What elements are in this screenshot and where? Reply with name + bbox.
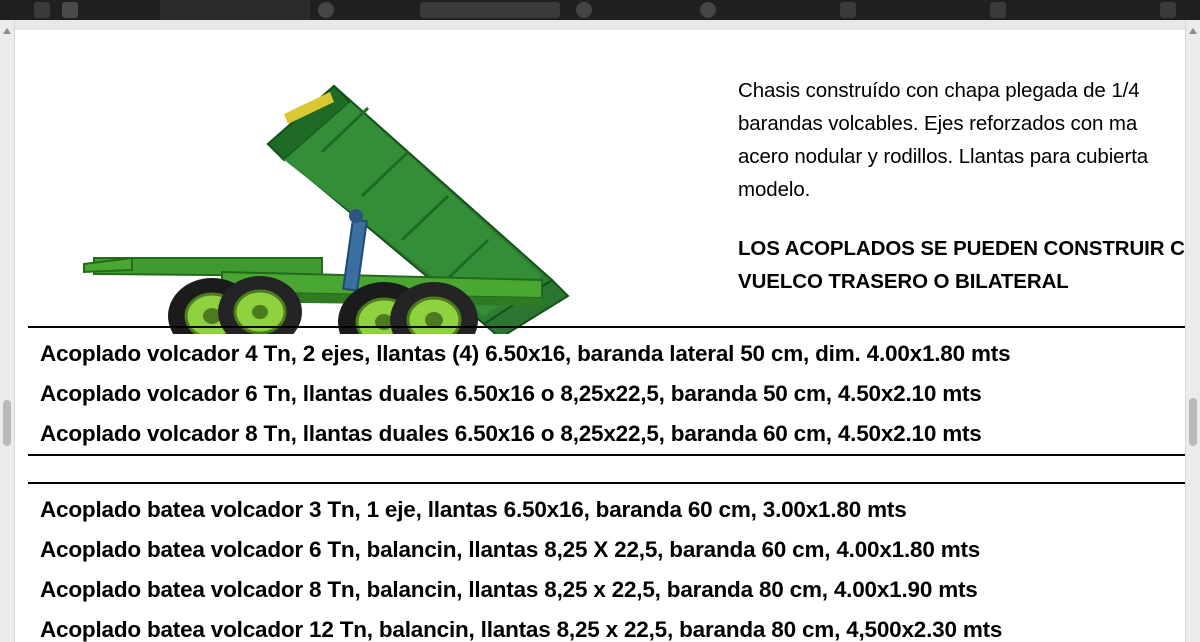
back-icon[interactable] [34, 2, 50, 18]
product-description [738, 74, 1188, 298]
divider-middle-a [28, 454, 1188, 456]
description-line-4: modelo. [738, 178, 811, 201]
highlight-line-1: LOS ACOPLADOS SE PUEDEN CONSTRUIR C [738, 237, 1185, 260]
close-icon[interactable] [1160, 2, 1176, 18]
bookmark-icon[interactable] [576, 2, 592, 18]
description-line-1: Chasis construído con chapa plegada de 1/4 [738, 79, 1140, 102]
spec-item: Acoplado volcador 4 Tn, 2 ejes, llantas (4) 6.50x16, baranda lateral 50 cm, dim. 4.00x1.80 mts [40, 341, 1011, 366]
vertical-scrollbar-left[interactable] [0, 20, 15, 642]
description-line-3: acero nodular y rodillos. Llantas para cubierta [738, 145, 1149, 168]
spec-item: Acoplado batea volcador 8 Tn, balancin, llantas 8,25 x 22,5, baranda 80 cm, 4.00x1.90 mts [40, 577, 978, 602]
document-viewport [0, 20, 1200, 642]
extensions-icon[interactable] [990, 2, 1006, 18]
spec-item: Acoplado volcador 8 Tn, llantas duales 6.50x16 o 8,25x22,5, baranda 60 cm, 4.50x2.10 mts [40, 421, 982, 446]
vertical-scrollbar-right[interactable] [1185, 20, 1200, 642]
profile-icon[interactable] [700, 2, 716, 18]
spec-item: Acoplado volcador 6 Tn, llantas duales 6.50x16 o 8,25x22,5, baranda 50 cm, 4.50x2.10 mts [40, 381, 982, 406]
address-bar[interactable] [420, 2, 560, 18]
spec-item: Acoplado batea volcador 3 Tn, 1 eje, llantas 6.50x16, baranda 60 cm, 3.00x1.80 mts [40, 497, 907, 522]
scrollbar-thumb[interactable] [1189, 398, 1197, 446]
chevron-up-icon[interactable] [1189, 28, 1197, 34]
spec-item: Acoplado batea volcador 12 Tn, balancin, llantas 8,25 x 22,5, baranda 80 cm, 4,500x2.30 mts [40, 617, 1003, 642]
spec-item: Acoplado batea volcador 6 Tn, balancin, llantas 8,25 X 22,5, baranda 60 cm, 4.00x1.80 mts [40, 537, 981, 562]
trailer-illustration [72, 44, 592, 334]
divider-top [28, 326, 1188, 328]
specs-group-1 [40, 334, 1188, 454]
divider-middle-b [28, 482, 1188, 484]
specs-group-2 [40, 490, 1188, 642]
description-line-2: barandas volcables. Ejes reforzados con ma [738, 112, 1138, 135]
chevron-up-icon[interactable] [3, 28, 11, 34]
reload-icon[interactable] [318, 2, 334, 18]
menu-icon[interactable] [840, 2, 856, 18]
highlight-line-2: VUELCO TRASERO O BILATERAL [738, 270, 1069, 293]
description-spacer [738, 206, 1188, 232]
scrollbar-thumb[interactable] [3, 400, 11, 446]
browser-chrome [0, 0, 1200, 20]
forward-icon[interactable] [62, 2, 78, 18]
product-header-block [12, 30, 1188, 320]
document-page [12, 30, 1188, 642]
tab-1[interactable] [160, 0, 310, 20]
